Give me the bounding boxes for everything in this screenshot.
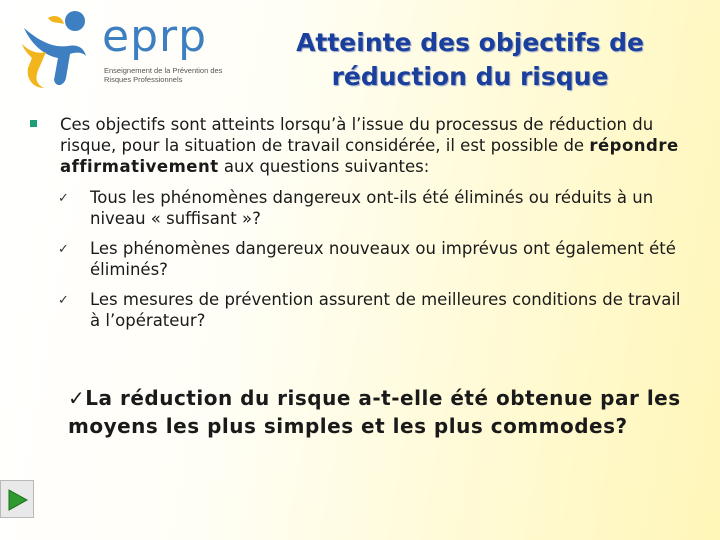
intro-paragraph xyxy=(30,114,690,177)
final-question xyxy=(68,384,688,440)
intro-text-1: Ces objectifs sont atteints lorsqu’à l’issue du processus de réduction du risque, pour la situation de travail considérée, il est possible de xyxy=(60,115,654,155)
slide-title: Atteinte des objectifs de réduction du risque xyxy=(296,28,644,91)
intro-emphasis: répondre affirmativement xyxy=(60,136,679,176)
checkmark-icon: ✓ xyxy=(58,293,69,308)
logo-wordmark: eprp xyxy=(102,11,208,62)
checkmark-icon: ✓ xyxy=(68,386,86,410)
check-item-text: Tous les phénomènes dangereux ont-ils été éliminés ou réduits à un niveau « suffisant »? xyxy=(90,188,654,228)
slide-content xyxy=(30,114,690,340)
check-item xyxy=(58,187,690,229)
check-item xyxy=(58,289,690,331)
checkmark-icon: ✓ xyxy=(58,191,69,206)
check-item xyxy=(58,238,690,280)
check-item-text: Les mesures de prévention assurent de meilleures conditions de travail à l’opérateur? xyxy=(90,290,681,330)
next-slide-button[interactable] xyxy=(0,480,34,518)
checkmark-icon: ✓ xyxy=(58,242,69,257)
square-bullet-icon xyxy=(30,120,37,127)
check-item-text: Les phénomènes dangereux nouveaux ou imprévus ont également été éliminés? xyxy=(90,239,676,279)
logo-tagline: Enseignement de la Prévention des Risques Professionnels xyxy=(104,66,223,84)
intro-text-2: aux questions suivantes: xyxy=(218,157,430,176)
logo-figure-icon xyxy=(18,8,96,90)
check-list xyxy=(30,187,690,331)
final-question-text: La réduction du risque a-t-elle été obtenue par les moyens les plus simples et les plus commodes? xyxy=(68,386,681,438)
play-arrow-icon xyxy=(8,489,28,511)
eprp-logo xyxy=(18,8,223,98)
